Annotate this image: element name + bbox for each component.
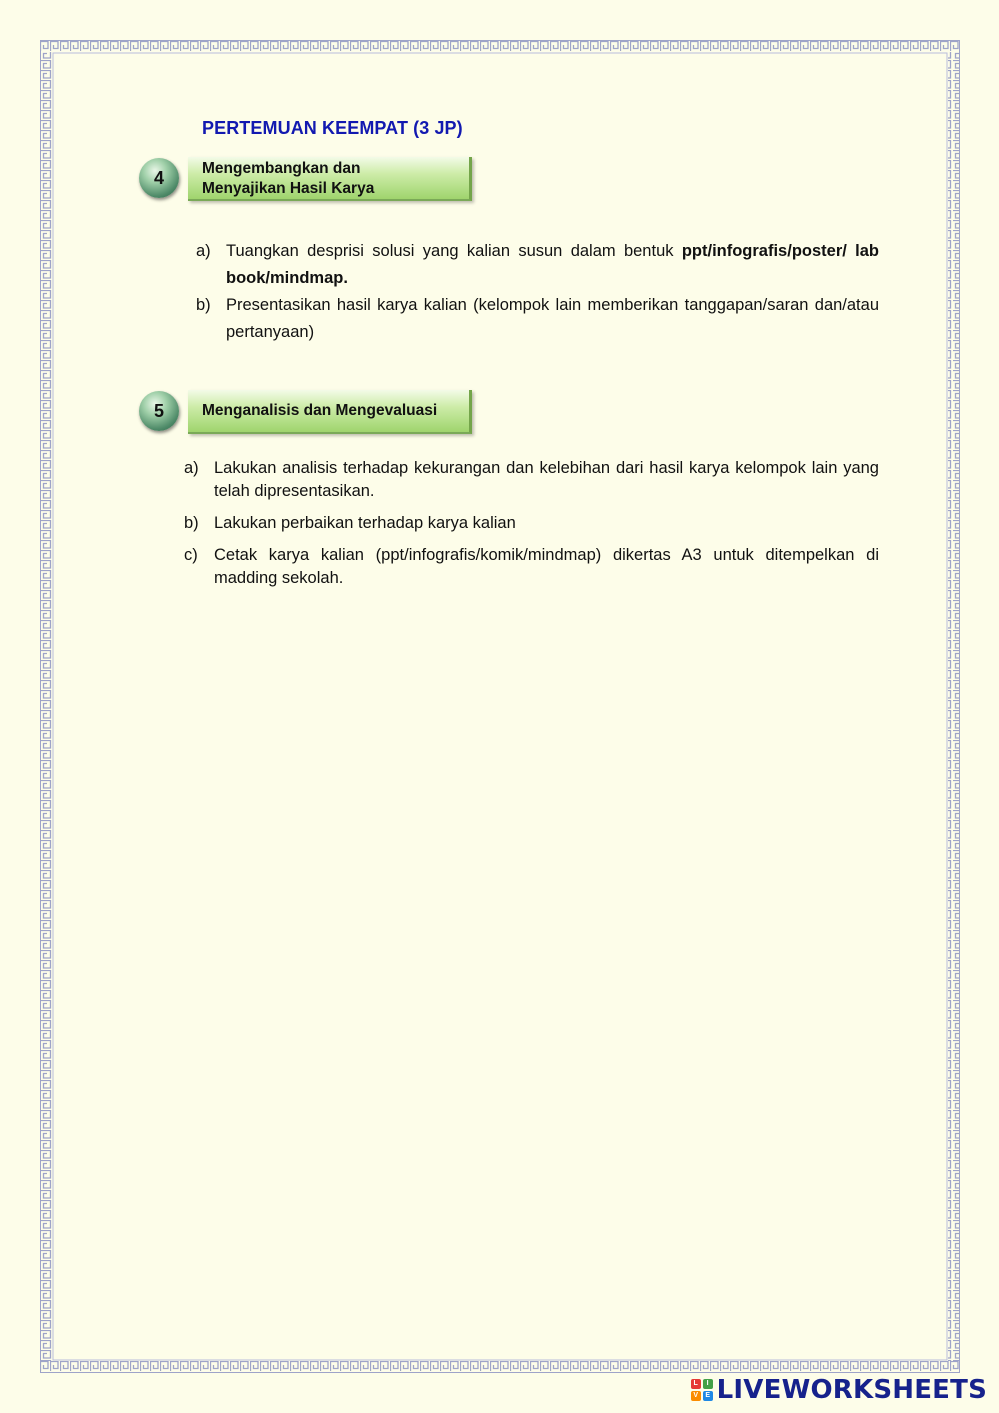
item-bold-text: ppt/infografis/poster/ lab book/mindmap. (226, 242, 879, 287)
list-item-text: Presentasikan hasil karya kalian (kelompok lain memberikan tanggapan/saran dan/atau pertanyaan) (226, 296, 879, 341)
watermark-text: LIVEWORKSHEETS (716, 1375, 987, 1405)
list-item (196, 238, 879, 292)
section-banner (188, 390, 472, 434)
list-marker: a) (184, 459, 199, 477)
instruction-list (184, 457, 879, 590)
section-title-line: Menyajikan Hasil Karya (202, 180, 375, 197)
list-item-text: Lakukan perbaikan terhadap karya kalian (214, 514, 516, 532)
section-title-line: Mengembangkan dan (202, 160, 361, 177)
liveworksheets-watermark (691, 1373, 987, 1407)
list-item (196, 292, 879, 346)
list-marker: c) (184, 546, 198, 564)
list-marker: a) (196, 242, 211, 260)
page-title: PERTEMUAN KEEMPAT (3 JP) (202, 118, 463, 138)
step-number-badge: 5 (139, 391, 179, 431)
section-banner (188, 157, 472, 201)
logo-letter: I (703, 1379, 713, 1389)
logo-letter: E (703, 1391, 713, 1401)
list-item-text (226, 238, 879, 292)
list-item-text: Lakukan analisis terhadap kekurangan dan kelebihan dari hasil karya kelompok lain yang telah dipresentasikan. (214, 459, 879, 500)
liveworksheets-logo-icon (691, 1379, 713, 1401)
logo-letter: L (691, 1379, 701, 1389)
item-text: Tuangkan desprisi solusi yang kalian susun dalam bentuk (226, 242, 682, 260)
list-marker: b) (184, 514, 199, 532)
instruction-list (196, 238, 879, 346)
list-marker: b) (196, 296, 211, 314)
step-number-badge: 4 (139, 158, 179, 198)
list-item (184, 544, 879, 590)
list-item (184, 457, 879, 503)
list-item (184, 512, 879, 535)
section-title: Menganalisis dan Mengevaluasi (202, 402, 438, 419)
list-item-text: Cetak karya kalian (ppt/infografis/komik/mindmap) dikertas A3 untuk ditempelkan di madding sekolah. (214, 546, 879, 587)
logo-letter: V (691, 1391, 701, 1401)
